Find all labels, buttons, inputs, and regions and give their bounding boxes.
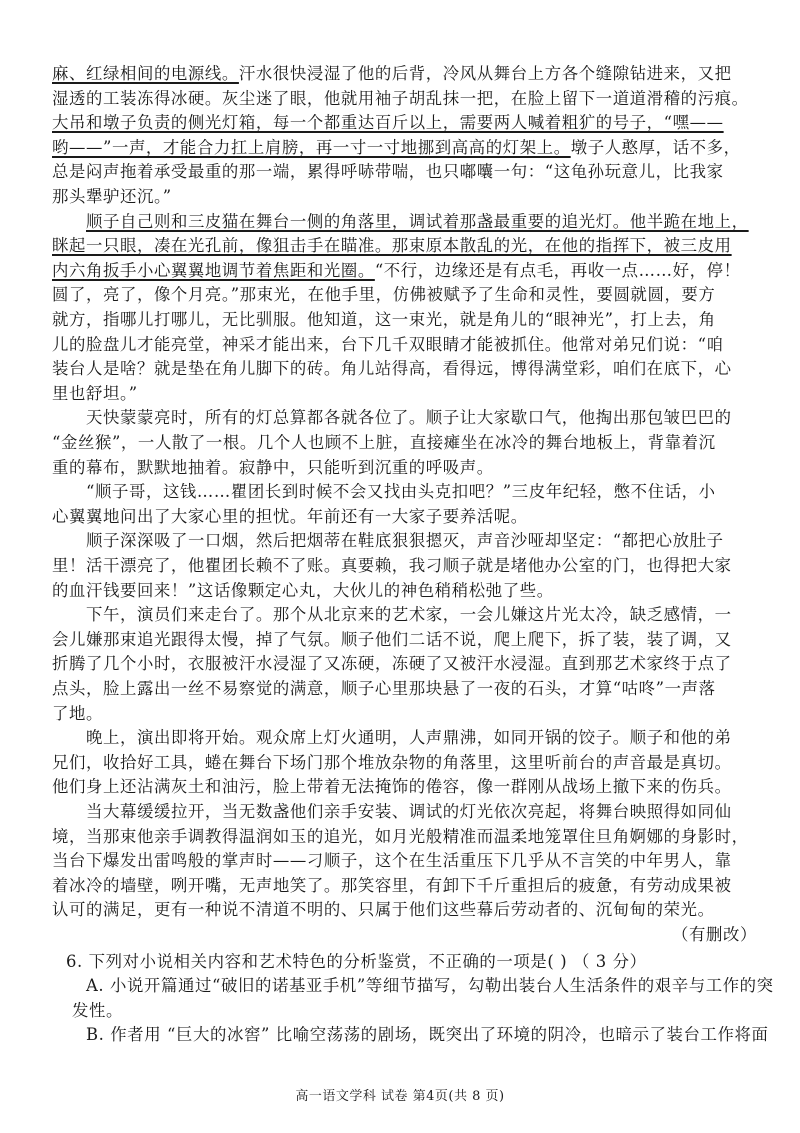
passage-line [52,581,757,601]
passage-text: 晚上，演出即将开始。观众席上灯火通明，人声鼎沸，如同开锅的饺子。顺子和他的弟 [86,728,732,748]
passage-line [52,310,757,330]
passage-text: 认可的满足，更有一种说不清道不明的、只属于他们这些幕后劳动者的、沉甸甸的荣光。 [52,900,715,920]
source-note: （有删改） [672,925,757,944]
passage-text: 圆了，亮了，像个月亮。”那束光，在他手里，仿佛被赋予了生命和灵性，要圆就圆，要方 [52,285,716,305]
passage-text: 境，当那束他亲手调教得温润如玉的追光，如月光般精准而温柔地笼罩住旦角婀娜的身影时， [52,826,749,846]
passage-text: 里！活干漂亮了，他瞿团长赖不了账。真要赖，我刁顺子就是堵他办公室的门，也得把大家 [52,556,732,575]
passage-line [52,827,757,847]
passage-text: “金丝猴”，一人散了一根。几个人也顾不上脏，直接瘫坐在冰冷的舞台地板上，背靠着沉 [52,433,716,452]
passage-line [52,630,757,650]
passage-text: 他们身上还沾满灰土和油污，脸上带着无法掩饰的倦容，像一群刚从战场上撤下来的伤兵。 [52,777,732,797]
passage-line [86,728,757,748]
answer-option: B. 作者用 “巨大的冰窖” 比喻空荡荡的剧场，既突出了环境的阴冷，也暗示了装台工作将面 [86,1025,769,1045]
passage-text: 湿透的工装冻得冰硬。灰尘迷了眼，他就用袖子胡乱抹一把，在脸上留下一道道滑稽的污痕。 [52,88,749,108]
passage-line [52,162,757,182]
passage-line [52,753,757,773]
passage-text: 心翼翼地问出了大家心里的担忧。年前还有一大家子要养活呢。 [52,506,528,526]
passage-line [52,261,757,281]
passage-line [52,876,757,896]
passage-text: 里也舒坦。” [52,383,138,403]
passage-line [52,64,757,84]
underlined-sentence: 麻、红绿相间的电源线。 [52,64,239,83]
underlined-sentence: 大吊和墩子负责的侧光灯箱，每一个都重达百斤以上，需要两人喊着粗犷的号子，“嘿—— [52,113,724,133]
passage-text: 就方，指哪儿打哪儿，无比驯服。他知道，这一束光，就是角儿的“眼神光”，打上去，角 [52,310,716,329]
passage-text: 总是闷声拖着承受最重的那一端，累得呼哧带喘，也只嘟囔一句：“这龟孙玩意儿，比我家 [52,162,724,182]
passage-line [86,802,757,822]
passage-line [52,138,757,158]
passage-text: 点头，脸上露出一丝不易察觉的满意，顺子心里那块悬了一夜的石头，才算“咕咚”一声落 [52,679,716,698]
passage-text: 重的幕布，默默地抽着。寂静中，只能听到沉重的呼吸声。 [52,457,494,477]
passage-line [52,285,757,305]
passage-line [52,89,757,109]
passage-text: 汗水很快浸湿了他的后背，冷风从舞台上方各个缝隙钻进来，又把 [238,64,732,83]
passage-line [52,900,757,920]
passage-text: 墩子人憨厚，话不多， [570,137,741,157]
passage-text: 那头犟驴还沉。” [52,187,172,206]
passage-line [52,384,757,404]
underlined-sentence: 顺子自己则和三皮猫在舞台一侧的角落里，调试着那盏最重要的追光灯。他半跪在地上， [86,211,749,231]
passage-text: 装台人是啥？就是垫在角儿脚下的砖。角儿站得高，看得远，博得满堂彩，咱们在底下，心 [52,359,732,379]
passage-text: 了地。 [52,703,103,723]
passage-line [52,507,757,527]
passage-text: 当大幕缓缓拉开，当无数盏他们亲手安装、调试的灯光依次亮起，将舞台映照得如同仙 [86,802,732,821]
passage-text: 的血汗钱要回来！”这话像颗定心丸，大伙儿的神色稍稍松弛了些。 [52,580,554,600]
passage-text: “顺子哥，这钱……瞿团长到时候不会又找由头克扣吧？”三皮年纪轻，憋不住话，小 [86,482,716,502]
passage-line [86,408,757,428]
question-stem: 6. 下列对小说相关内容和艺术特色的分析鉴赏，不正确的一项是( ) （ 3 分） [66,951,647,971]
passage-line [52,777,757,797]
option-continuation: 发性。 [72,1000,123,1020]
passage-text: 折腾了几个小时，衣服被汗水浸湿了又冻硬，冻硬了又被汗水浸湿。直到那艺术家终于点了 [52,654,732,674]
passage-line [52,236,757,256]
passage-line [52,851,757,871]
passage-text: 下午，演员们来走台了。那个从北京来的艺术家，一会儿嫌这片光太冷，缺乏感情，一 [86,605,732,625]
passage-line [52,679,757,699]
underlined-sentence: 哟——”一声，才能合力扛上肩膀，再一寸一寸地挪到高高的灯架上。 [52,137,571,157]
passage-line [86,482,757,502]
passage-line [86,212,757,232]
passage-line [52,458,757,478]
passage-text: 兄们，收拾好工具，蜷在舞台下场门那个堆放杂物的角落里，这里听前台的声音最是真切。 [52,752,732,772]
answer-option: A. 小说开篇通过“破旧的诺基亚手机”等细节描写，勾勒出装台人生活条件的艰辛与工作的突 [86,976,774,996]
passage-text: 会儿嫌那束追光跟得太慢，掉了气氛。顺子他们二话不说，爬上爬下，拆了装，装了调，又 [52,629,732,649]
passage-text: 天快蒙蒙亮时，所有的灯总算都各就各位了。顺子让大家歇口气，他掏出那包皱巴巴的 [86,408,732,428]
passage-line [52,433,757,453]
underlined-sentence: 内六角扳手小心翼翼地调节着焦距和光圈。 [52,260,375,280]
page-footer: 高一语文学科 试卷 第4页(共 8 页) [295,1089,505,1104]
underlined-sentence: 眯起一只眼，凑在光孔前，像狙击手在瞄准。那束原本散乱的光，在他的指挥下，被三皮用 [52,236,732,256]
passage-text: 顺子深深吸了一口烟，然后把烟蒂在鞋底狠狠摁灭，声音沙哑却坚定：“都把心放肚子 [86,531,724,551]
passage-line [52,187,757,207]
passage-line [52,359,757,379]
passage-line [52,335,757,355]
passage-text: 儿的脸盘儿才能亮堂，神采才能出来，台下几千双眼睛才能被抓住。他常对弟兄们说：“咱 [52,334,724,354]
passage-text: 当台下爆发出雷鸣般的掌声时——刁顺子，这个在生活重压下几乎从不言笑的中年男人，靠 [52,851,732,871]
passage-text: “不行，边缘还是有点毛，再收一点……好，停！ [374,260,741,280]
passage-text: 着冰冷的墙壁，咧开嘴，无声地笑了。那笑容里，有卸下千斤重担后的疲惫，有劳动成果被 [52,875,732,895]
passage-line [52,556,757,576]
passage-line [86,531,757,551]
passage-line [52,654,757,674]
passage-line [52,704,757,724]
passage-line [52,113,757,133]
passage-line [86,605,757,625]
